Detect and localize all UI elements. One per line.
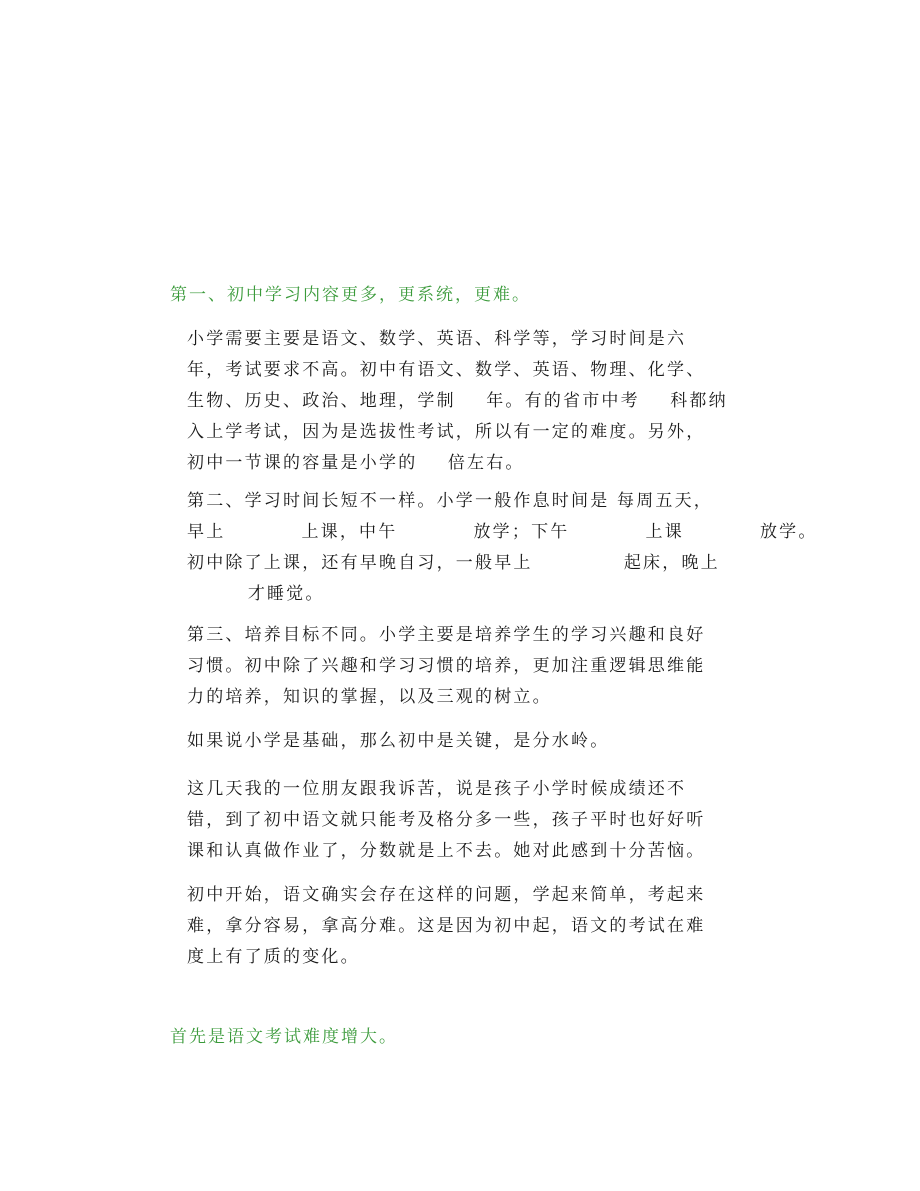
- paragraph-2: [187, 486, 818, 610]
- paragraph-line: 初中一节课的容量是小学的 倍左右。: [187, 453, 525, 473]
- section-heading-2: 首先是语文考试难度增大。: [170, 1027, 398, 1047]
- paragraph-line: 生物、历史、政治、地理，学制 年。有的省市中考 科都纳: [187, 391, 728, 411]
- paragraph-line: 如果说小学是基础，那么初中是关键，是分水岭。: [187, 731, 610, 751]
- paragraph-1: [187, 324, 735, 479]
- paragraph-line: 这几天我的一位朋友跟我诉苦，说是孩子小学时候成绩还不: [187, 779, 687, 799]
- paragraph-6: [187, 880, 735, 973]
- paragraph-line: 第二、学习时间长短不一样。小学一般作息时间是 每周五天，: [187, 491, 714, 511]
- paragraph-line: 力的培养，知识的掌握，以及三观的树立。: [187, 687, 552, 707]
- paragraph-line: 初中除了上课，还有早晚自习，一般早上 起床，晚上: [187, 553, 720, 573]
- paragraph-line: 小学需要主要是语文、数学、英语、科学等，学习时间是六: [187, 329, 687, 349]
- paragraph-4: [187, 726, 735, 757]
- paragraph-line: 第三、培养目标不同。小学主要是培养学生的学习兴趣和良好: [187, 625, 706, 645]
- paragraph-line: 初中开始，语文确实会存在这样的问题，学起来简单，考起来: [187, 885, 706, 905]
- paragraph-line: 入上学考试，因为是选拔性考试，所以有一定的难度。另外，: [187, 422, 706, 442]
- paragraph-line: 错，到了初中语文就只能考及格分多一些，孩子平时也好好听: [187, 810, 706, 830]
- paragraph-3: [187, 620, 735, 713]
- paragraph-5: [187, 774, 735, 867]
- paragraph-line: 才睡觉。: [187, 584, 325, 604]
- section-heading-1: 第一、初中学习内容更多，更系统，更难。: [170, 285, 531, 305]
- paragraph-line: 课和认真做作业了，分数就是上不去。她对此感到十分苦恼。: [187, 841, 706, 861]
- paragraph-line: 习惯。初中除了兴趣和学习习惯的培养，更加注重逻辑思维能: [187, 656, 706, 676]
- paragraph-line: 年，考试要求不高。初中有语文、数学、英语、物理、化学、: [187, 360, 706, 380]
- paragraph-line: 早上 上课，中午 放学；下午 上课 放学。: [187, 522, 818, 542]
- paragraph-line: 难，拿分容易，拿高分难。这是因为初中起，语文的考试在难: [187, 916, 706, 936]
- paragraph-line: 度上有了质的变化。: [187, 947, 360, 967]
